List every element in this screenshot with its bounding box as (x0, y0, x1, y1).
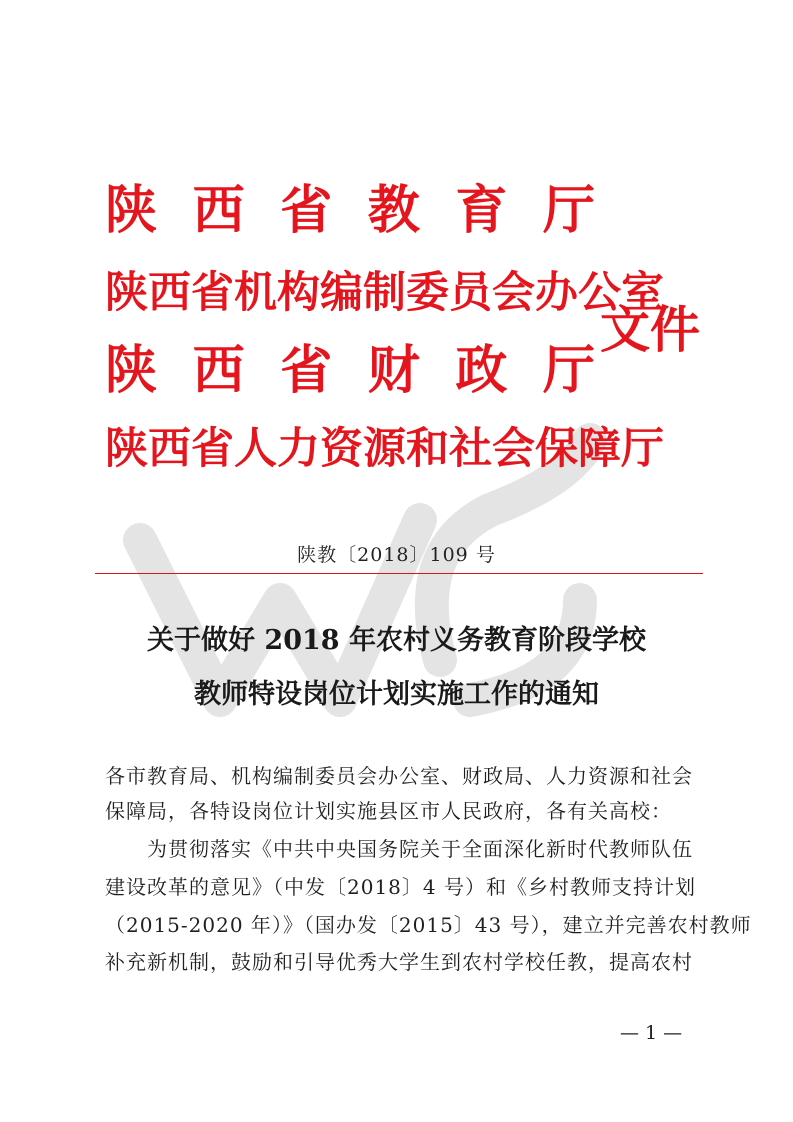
paragraph-line: 建设改革的意见》（中发〔2018〕4 号）和《乡村教师支持计划 (105, 875, 696, 899)
document-number: 陕教〔2018〕109 号 (297, 544, 496, 566)
issuer-char: 教 (367, 180, 420, 241)
issuer-text: 陕西省人力资源和社会保障厅 (105, 424, 664, 474)
addressee-line: 保障局，各特设岗位计划实施县区市人民政府，各有关高校： (105, 799, 672, 823)
issuer-char: 政 (455, 340, 508, 401)
paragraph-line: （2015-2020 年）》（国办发〔2015〕43 号），建立并完善农村教师 (105, 913, 752, 937)
page-number: — 1 — (620, 1022, 683, 1044)
issuer-char: 西 (192, 340, 245, 401)
paragraph-line: 补充新机制，鼓励和引导优秀大学生到农村学校任教，提高农村 (105, 950, 693, 974)
issuer-char: 厅 (542, 340, 595, 401)
paragraph-line: 为贯彻落实《中共中央国务院关于全面深化新时代教师队伍 (105, 837, 693, 861)
issuer-finance-dept (105, 340, 595, 402)
red-divider (95, 573, 703, 574)
issuer-char: 省 (280, 340, 333, 401)
issuer-char: 西 (192, 180, 245, 241)
issuer-hr-social-security-dept (105, 418, 664, 480)
issuer-char: 陕 (105, 180, 158, 241)
file-label: 文件 (600, 300, 700, 359)
issuer-text: 陕西省机构编制委员会办公室 (105, 268, 664, 318)
issuer-char: 财 (367, 340, 420, 401)
issuer-char: 育 (455, 180, 508, 241)
issuer-char: 省 (280, 180, 333, 241)
addressee-line: 各市教育局、机构编制委员会办公室、财政局、人力资源和社会 (105, 764, 693, 788)
issuer-staffing-office (105, 262, 664, 324)
document-title-line-1: 关于做好 2018 年农村义务教育阶段学校 (147, 625, 646, 656)
document-title-line-2: 教师特设岗位计划实施工作的通知 (194, 679, 599, 710)
issuer-char: 陕 (105, 340, 158, 401)
issuer-education-dept (105, 180, 595, 242)
issuer-char: 厅 (542, 180, 595, 241)
